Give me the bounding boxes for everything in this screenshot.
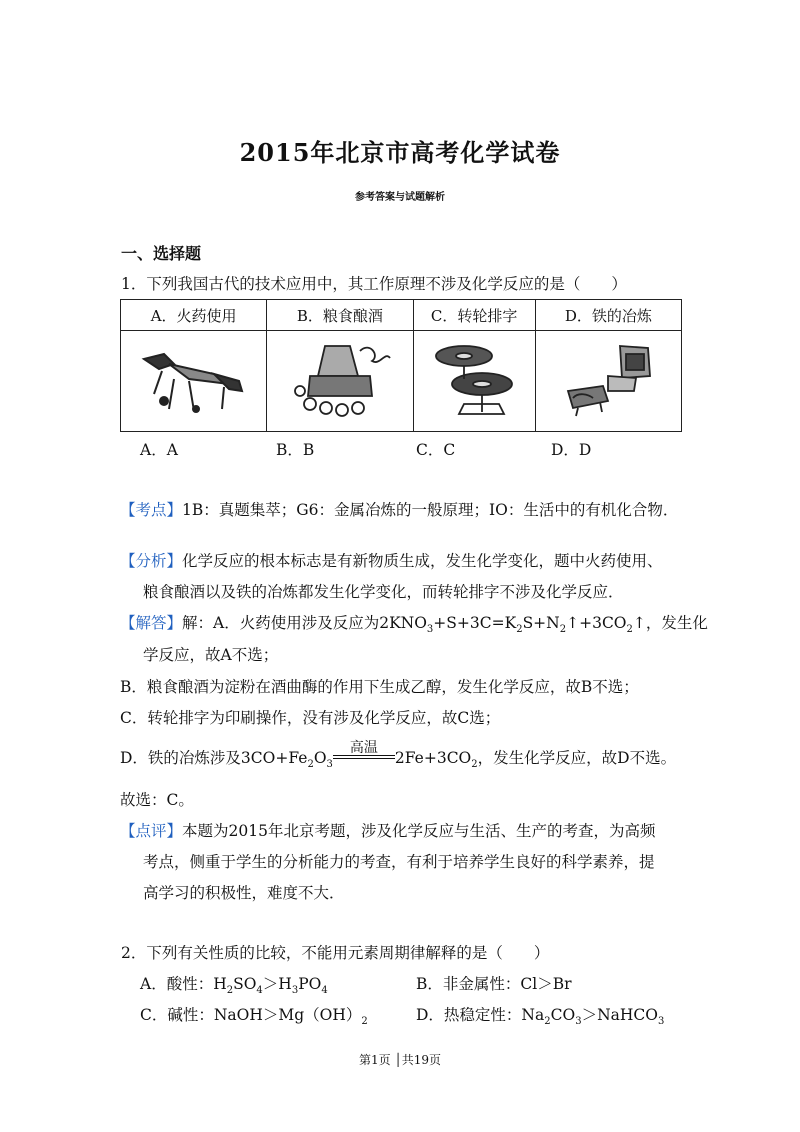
q2-stem: 2．下列有关性质的比较，不能用元素周期律解释的是（ ） — [121, 944, 550, 962]
fenxi-line-1 — [120, 549, 663, 571]
subscript: 3 — [326, 759, 333, 771]
kaodian-tag: 【考点】 — [120, 501, 183, 519]
jieda-text-c: S+N — [522, 614, 560, 632]
q2-choice-b: B．非金属性：Cl＞Br — [416, 975, 572, 993]
q2-d-text-1: D．热稳定性：Na — [416, 1006, 545, 1024]
page-subtitle: 参考答案与试题解析 — [355, 192, 445, 203]
subscript: 2 — [307, 759, 314, 771]
subscript: 4 — [321, 985, 328, 997]
option-b-image — [267, 331, 413, 432]
dianping-text-1: 本题为2015年北京考题，涉及化学反应与生活、生产的考查，为高频 — [182, 822, 656, 840]
subscript: 3 — [291, 985, 299, 997]
option-a-image — [121, 331, 267, 432]
q2-d-text-3: ＞NaHCO — [581, 1006, 658, 1024]
q2-d-text-2: CO — [550, 1006, 576, 1024]
q1-choice-c: C．C — [416, 441, 456, 459]
q2-choice-c — [140, 1003, 368, 1027]
option-c-header: C．转轮排字 — [413, 300, 535, 331]
gunpowder-illustration — [134, 339, 254, 419]
q1-choice-d: D．D — [551, 441, 592, 459]
explain-d: D．铁的冶炼涉及$3CO+Fe_2O_3$ 高温 $2Fe+3CO_2$，发生化学反应，故D不选。 — [120, 746, 676, 770]
subscript: 2 — [626, 624, 633, 636]
q2-a-text-1: A．酸性：H — [140, 975, 227, 993]
q2-a-text-2: SO — [233, 975, 257, 993]
option-b-header: B．粮食酿酒 — [267, 300, 413, 331]
dianping-line-3: 高学习的积极性，难度不大． — [143, 884, 345, 902]
iron-smelting-illustration — [548, 336, 668, 422]
option-a-header: A．火药使用 — [121, 300, 267, 331]
subscript: 3 — [575, 1016, 582, 1028]
kaodian-line — [120, 498, 678, 520]
wine-brewing-illustration — [280, 336, 400, 422]
movable-type-illustration — [424, 334, 524, 424]
explain-c: C．转轮排字为印刷操作，没有涉及化学反应，故C选； — [120, 709, 501, 727]
dianping-tag: 【点评】 — [120, 822, 183, 840]
reaction-condition — [333, 740, 395, 763]
fenxi-line-2: 粮食酿酒以及铁的冶炼都发生化学变化，而转轮排字不涉及化学反应． — [143, 583, 624, 601]
explain-d-text-c: ，发生化学反应，故D不选。 — [477, 749, 677, 767]
q1-choice-b: B．B — [276, 441, 315, 459]
jieda-tag: 【解答】 — [120, 614, 183, 632]
subscript: 2 — [226, 985, 234, 997]
fenxi-text-1: 化学反应的根本标志是有新物质生成，发生化学变化，题中火药使用、 — [182, 552, 663, 570]
dianping-line-2: 考点，侧重于学生的分析能力的考查，有利于培养学生良好的科学素养，提 — [143, 853, 655, 871]
option-d-image — [535, 331, 681, 432]
explain-d-text-b: 2Fe+3CO — [394, 749, 472, 767]
subscript: 2 — [516, 624, 523, 636]
q1-stem: 1．下列我国古代的技术应用中，其工作原理不涉及化学反应的是（ ） — [121, 275, 627, 293]
subscript: 2 — [544, 1016, 551, 1028]
subscript: 2 — [559, 624, 567, 636]
jieda-text-a: 解：A．火药使用涉及反应为2KNO — [182, 614, 427, 632]
fenxi-tag: 【分析】 — [120, 552, 183, 570]
subscript: 2 — [471, 759, 478, 771]
jieda-line-2: 学反应，故A不选； — [143, 646, 279, 664]
jieda-line-1 — [120, 611, 708, 635]
q2-choice-a — [140, 972, 328, 996]
q1-options-table — [120, 299, 682, 432]
q2-choice-d — [416, 1003, 664, 1027]
q1-choice-a: A．A — [140, 441, 178, 459]
answer-line: 故选：C。 — [120, 791, 194, 809]
condition-text: 高温 — [349, 740, 378, 756]
section-heading: 一、选择题 — [121, 244, 202, 263]
explain-b: B．粮食酿酒为淀粉在酒曲酶的作用下生成乙醇，发生化学反应，故B不选； — [120, 678, 639, 696]
subscript: 3 — [657, 1016, 665, 1028]
dianping-line-1 — [120, 819, 655, 841]
page-title: 2015年北京市高考化学试卷 — [239, 138, 561, 167]
option-c-image — [413, 331, 535, 432]
option-d-header: D．铁的冶炼 — [535, 300, 681, 331]
subscript: 3 — [426, 624, 434, 636]
q2-a-text-3: ＞H — [262, 975, 292, 993]
subscript: 2 — [361, 1016, 368, 1028]
jieda-text-d: ↑+3CO — [566, 614, 627, 632]
q2-a-text-4: PO — [298, 975, 322, 993]
kaodian-text: 1B：真题集萃；G6：金属冶炼的一般原理；IO：生活中的有机化合物． — [182, 501, 679, 519]
jieda-text-e: ↑，发生化 — [632, 614, 708, 632]
subscript: 4 — [256, 985, 263, 997]
explain-d-text-a: D．铁的冶炼涉及3CO+Fe — [120, 749, 308, 767]
jieda-text-b: +S+3C=K — [433, 614, 517, 632]
q2-c-text: C．碱性：NaOH＞Mg（OH） — [140, 1006, 362, 1024]
page-footer: 第1页 │共19页 — [359, 1053, 441, 1067]
